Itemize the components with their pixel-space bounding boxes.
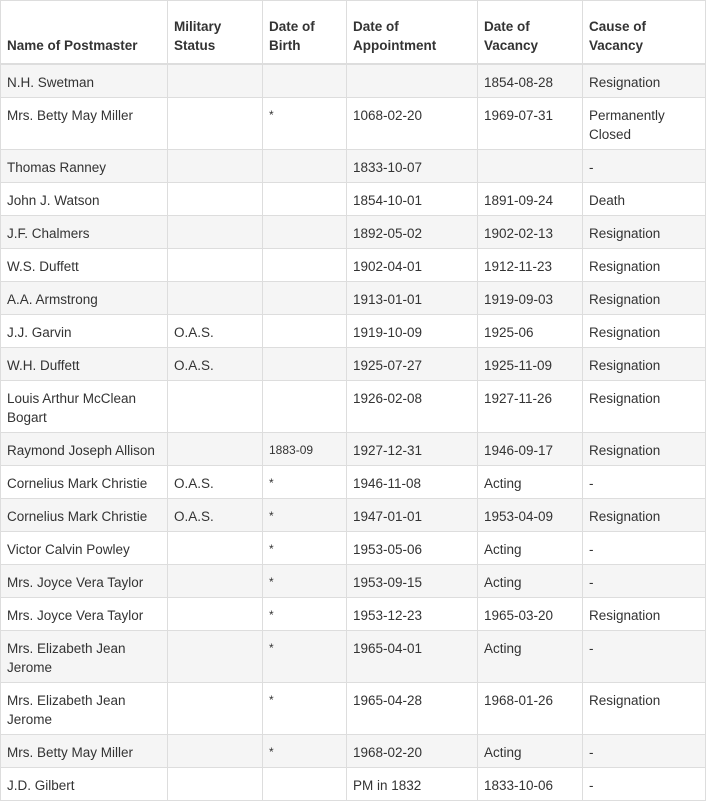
cell-date-of-birth: *	[263, 531, 347, 564]
cell-date-of-appointment	[347, 64, 478, 97]
cell-cause-of-vacancy: Resignation	[583, 432, 706, 465]
cell-military-status	[168, 281, 263, 314]
cell-date-of-vacancy: 1833-10-06	[478, 767, 583, 800]
cell-military-status	[168, 564, 263, 597]
cell-cause-of-vacancy: Resignation	[583, 281, 706, 314]
cell-name: W.H. Duffett	[1, 347, 168, 380]
cell-date-of-appointment: 1854-10-01	[347, 182, 478, 215]
cell-date-of-vacancy: 1902-02-13	[478, 215, 583, 248]
cell-cause-of-vacancy: Resignation	[583, 248, 706, 281]
cell-date-of-birth	[263, 149, 347, 182]
cell-cause-of-vacancy: -	[583, 531, 706, 564]
cell-military-status	[168, 215, 263, 248]
cell-cause-of-vacancy: Resignation	[583, 314, 706, 347]
cell-military-status	[168, 64, 263, 97]
cell-cause-of-vacancy: -	[583, 630, 706, 682]
cell-date-of-appointment: 1953-05-06	[347, 531, 478, 564]
cell-date-of-appointment: 1965-04-01	[347, 630, 478, 682]
table-row	[1, 432, 706, 465]
cell-date-of-appointment: 1965-04-28	[347, 682, 478, 734]
cell-date-of-vacancy: Acting	[478, 531, 583, 564]
cell-date-of-vacancy: Acting	[478, 630, 583, 682]
cell-cause-of-vacancy: -	[583, 734, 706, 767]
table-row	[1, 630, 706, 682]
cell-name: Victor Calvin Powley	[1, 531, 168, 564]
header-date-of-appointment: Date of Appointment	[347, 1, 478, 65]
table-row	[1, 314, 706, 347]
cell-military-status	[168, 97, 263, 149]
cell-date-of-appointment: 1953-12-23	[347, 597, 478, 630]
cell-date-of-appointment: 1902-04-01	[347, 248, 478, 281]
cell-military-status	[168, 248, 263, 281]
cell-date-of-vacancy: 1965-03-20	[478, 597, 583, 630]
cell-cause-of-vacancy: Resignation	[583, 347, 706, 380]
cell-name: Mrs. Elizabeth Jean Jerome	[1, 630, 168, 682]
cell-military-status	[168, 734, 263, 767]
header-military-status: Military Status	[168, 1, 263, 65]
cell-cause-of-vacancy: Resignation	[583, 597, 706, 630]
cell-name: Mrs. Elizabeth Jean Jerome	[1, 682, 168, 734]
cell-cause-of-vacancy: Permanently Closed	[583, 97, 706, 149]
table-row	[1, 564, 706, 597]
cell-cause-of-vacancy: -	[583, 564, 706, 597]
cell-date-of-vacancy: 1969-07-31	[478, 97, 583, 149]
cell-military-status	[168, 767, 263, 800]
header-row	[1, 1, 706, 65]
cell-cause-of-vacancy: -	[583, 149, 706, 182]
cell-date-of-birth: *	[263, 564, 347, 597]
cell-date-of-vacancy: 1925-06	[478, 314, 583, 347]
cell-military-status: O.A.S.	[168, 347, 263, 380]
cell-name: N.H. Swetman	[1, 64, 168, 97]
cell-date-of-appointment: 1968-02-20	[347, 734, 478, 767]
cell-date-of-appointment: 1953-09-15	[347, 564, 478, 597]
cell-cause-of-vacancy: Resignation	[583, 498, 706, 531]
cell-date-of-birth	[263, 215, 347, 248]
cell-date-of-vacancy: 1968-01-26	[478, 682, 583, 734]
cell-date-of-birth	[263, 314, 347, 347]
cell-date-of-appointment: 1068-02-20	[347, 97, 478, 149]
cell-military-status	[168, 380, 263, 432]
cell-name: Mrs. Joyce Vera Taylor	[1, 564, 168, 597]
cell-date-of-birth: *	[263, 597, 347, 630]
cell-date-of-birth	[263, 767, 347, 800]
cell-date-of-birth: *	[263, 682, 347, 734]
cell-name: Louis Arthur McClean Bogart	[1, 380, 168, 432]
header-date-of-birth: Date of Birth	[263, 1, 347, 65]
table-row	[1, 465, 706, 498]
cell-date-of-birth: 1883-09	[263, 432, 347, 465]
table-row	[1, 597, 706, 630]
table-row	[1, 182, 706, 215]
table-row	[1, 97, 706, 149]
cell-name: A.A. Armstrong	[1, 281, 168, 314]
cell-name: Raymond Joseph Allison	[1, 432, 168, 465]
cell-military-status	[168, 630, 263, 682]
cell-date-of-appointment: 1913-01-01	[347, 281, 478, 314]
table-row	[1, 215, 706, 248]
cell-date-of-appointment: 1947-01-01	[347, 498, 478, 531]
cell-military-status	[168, 682, 263, 734]
cell-date-of-appointment: 1946-11-08	[347, 465, 478, 498]
cell-military-status	[168, 149, 263, 182]
cell-military-status	[168, 182, 263, 215]
cell-cause-of-vacancy: Death	[583, 182, 706, 215]
cell-date-of-vacancy: 1919-09-03	[478, 281, 583, 314]
cell-cause-of-vacancy: -	[583, 767, 706, 800]
table-row	[1, 281, 706, 314]
cell-name: J.J. Garvin	[1, 314, 168, 347]
cell-cause-of-vacancy: Resignation	[583, 682, 706, 734]
cell-date-of-vacancy: Acting	[478, 734, 583, 767]
cell-cause-of-vacancy: Resignation	[583, 215, 706, 248]
cell-date-of-birth	[263, 248, 347, 281]
cell-cause-of-vacancy: -	[583, 465, 706, 498]
cell-date-of-appointment: 1919-10-09	[347, 314, 478, 347]
cell-name: Thomas Ranney	[1, 149, 168, 182]
cell-military-status: O.A.S.	[168, 465, 263, 498]
table-body	[1, 64, 706, 800]
cell-name: Mrs. Betty May Miller	[1, 734, 168, 767]
cell-date-of-birth	[263, 182, 347, 215]
table-row	[1, 531, 706, 564]
cell-name: Mrs. Betty May Miller	[1, 97, 168, 149]
cell-name: Cornelius Mark Christie	[1, 465, 168, 498]
cell-date-of-vacancy: 1946-09-17	[478, 432, 583, 465]
cell-date-of-appointment: PM in 1832	[347, 767, 478, 800]
cell-date-of-vacancy: 1925-11-09	[478, 347, 583, 380]
table-row	[1, 64, 706, 97]
cell-cause-of-vacancy: Resignation	[583, 380, 706, 432]
cell-military-status	[168, 531, 263, 564]
table-row	[1, 767, 706, 800]
table-row	[1, 380, 706, 432]
table-row	[1, 682, 706, 734]
cell-date-of-birth	[263, 64, 347, 97]
cell-name: J.D. Gilbert	[1, 767, 168, 800]
cell-name: John J. Watson	[1, 182, 168, 215]
table-row	[1, 734, 706, 767]
cell-date-of-birth	[263, 380, 347, 432]
cell-date-of-vacancy: Acting	[478, 465, 583, 498]
cell-date-of-birth: *	[263, 97, 347, 149]
cell-name: J.F. Chalmers	[1, 215, 168, 248]
cell-name: Mrs. Joyce Vera Taylor	[1, 597, 168, 630]
header-date-of-vacancy: Date of Vacancy	[478, 1, 583, 65]
cell-date-of-birth: *	[263, 498, 347, 531]
table-row	[1, 248, 706, 281]
cell-date-of-vacancy: Acting	[478, 564, 583, 597]
header-cause-of-vacancy: Cause of Vacancy	[583, 1, 706, 65]
cell-date-of-birth	[263, 281, 347, 314]
cell-date-of-appointment: 1925-07-27	[347, 347, 478, 380]
cell-date-of-vacancy: 1854-08-28	[478, 64, 583, 97]
header-name: Name of Postmaster	[1, 1, 168, 65]
cell-date-of-appointment: 1892-05-02	[347, 215, 478, 248]
cell-military-status	[168, 597, 263, 630]
cell-military-status: O.A.S.	[168, 498, 263, 531]
cell-date-of-birth: *	[263, 465, 347, 498]
cell-date-of-birth: *	[263, 630, 347, 682]
cell-date-of-appointment: 1926-02-08	[347, 380, 478, 432]
cell-date-of-vacancy: 1912-11-23	[478, 248, 583, 281]
cell-date-of-birth	[263, 347, 347, 380]
table-row	[1, 347, 706, 380]
cell-date-of-birth: *	[263, 734, 347, 767]
table-row	[1, 498, 706, 531]
cell-date-of-appointment: 1833-10-07	[347, 149, 478, 182]
cell-military-status	[168, 432, 263, 465]
cell-date-of-vacancy: 1891-09-24	[478, 182, 583, 215]
cell-name: Cornelius Mark Christie	[1, 498, 168, 531]
cell-name: W.S. Duffett	[1, 248, 168, 281]
cell-military-status: O.A.S.	[168, 314, 263, 347]
cell-date-of-appointment: 1927-12-31	[347, 432, 478, 465]
cell-date-of-vacancy: 1927-11-26	[478, 380, 583, 432]
cell-date-of-vacancy: 1953-04-09	[478, 498, 583, 531]
cell-date-of-vacancy	[478, 149, 583, 182]
table-row	[1, 149, 706, 182]
cell-cause-of-vacancy: Resignation	[583, 64, 706, 97]
